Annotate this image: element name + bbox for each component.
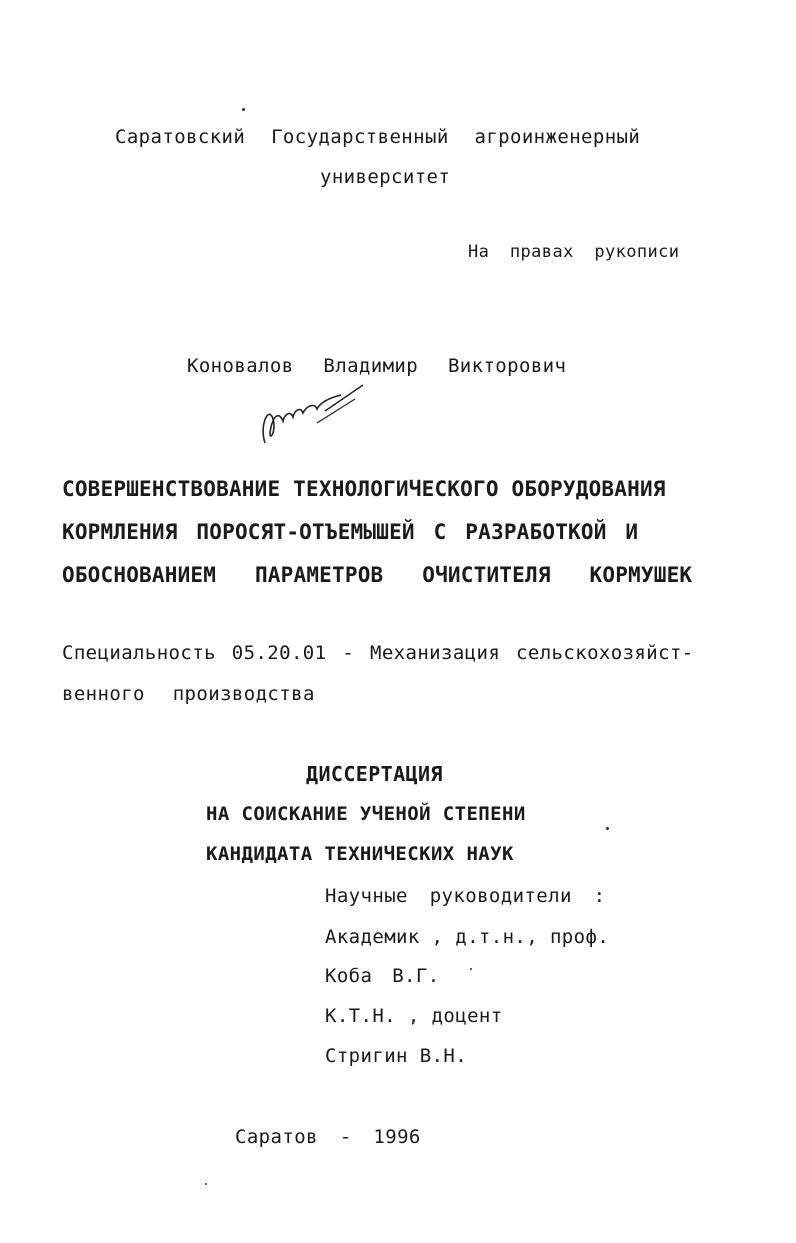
thesis-title-line-3: ОБОСНОВАНИЕМ ПАРАМЕТРОВ ОЧИСТИТЕЛЯ КОРМУШЕК [62, 563, 693, 587]
dissertation-heading: ДИССЕРТАЦИЯ [306, 762, 443, 786]
author-name: Коновалов Владимир Викторович [187, 355, 567, 377]
city-and-year: Саратов - 1996 [235, 1126, 421, 1148]
dissertation-line-1: НА СОИСКАНИЕ УЧЕНОЙ СТЕПЕНИ [206, 803, 526, 825]
thesis-title-line-1 [62, 477, 754, 501]
specialty-line-1: Специальность 05.20.01 - Механизация сельскохозяйст- [62, 642, 694, 664]
scan-speck [205, 1183, 207, 1185]
scan-speck [606, 827, 609, 830]
supervisor-2-title: К.Т.Н. , доцент [325, 1005, 503, 1027]
supervisor-1-title: Академик , д.т.н., проф. [325, 926, 610, 948]
supervisor-1-name: Коба В.Г. [325, 965, 440, 987]
manuscript-rights-note: На правах рукописи [468, 242, 680, 262]
scan-speck [242, 108, 245, 111]
supervisors-label: Научные руководители : [325, 885, 606, 907]
specialty-line-2: венного производства [62, 683, 315, 705]
thesis-title-line-2: КОРМЛЕНИЯ ПОРОСЯТ-ОТЪЕМЫШЕЙ С РАЗРАБОТКОЙ И [62, 520, 639, 544]
scan-speck [470, 968, 472, 970]
dissertation-line-2: КАНДИДАТА ТЕХНИЧЕСКИХ НАУК [206, 843, 514, 865]
thesis-title-line-1-text: СОВЕРШЕНСТВОВАНИЕ ТЕХНОЛОГИЧЕСКОГО ОБОРУДОВАНИЯ [62, 477, 666, 501]
university-line-1: Саратовский Государственный агроинженерный [115, 126, 641, 148]
supervisor-2-name: Стригин В.Н. [325, 1045, 468, 1067]
author-signature [255, 375, 375, 455]
university-line-2: университет [320, 166, 451, 188]
